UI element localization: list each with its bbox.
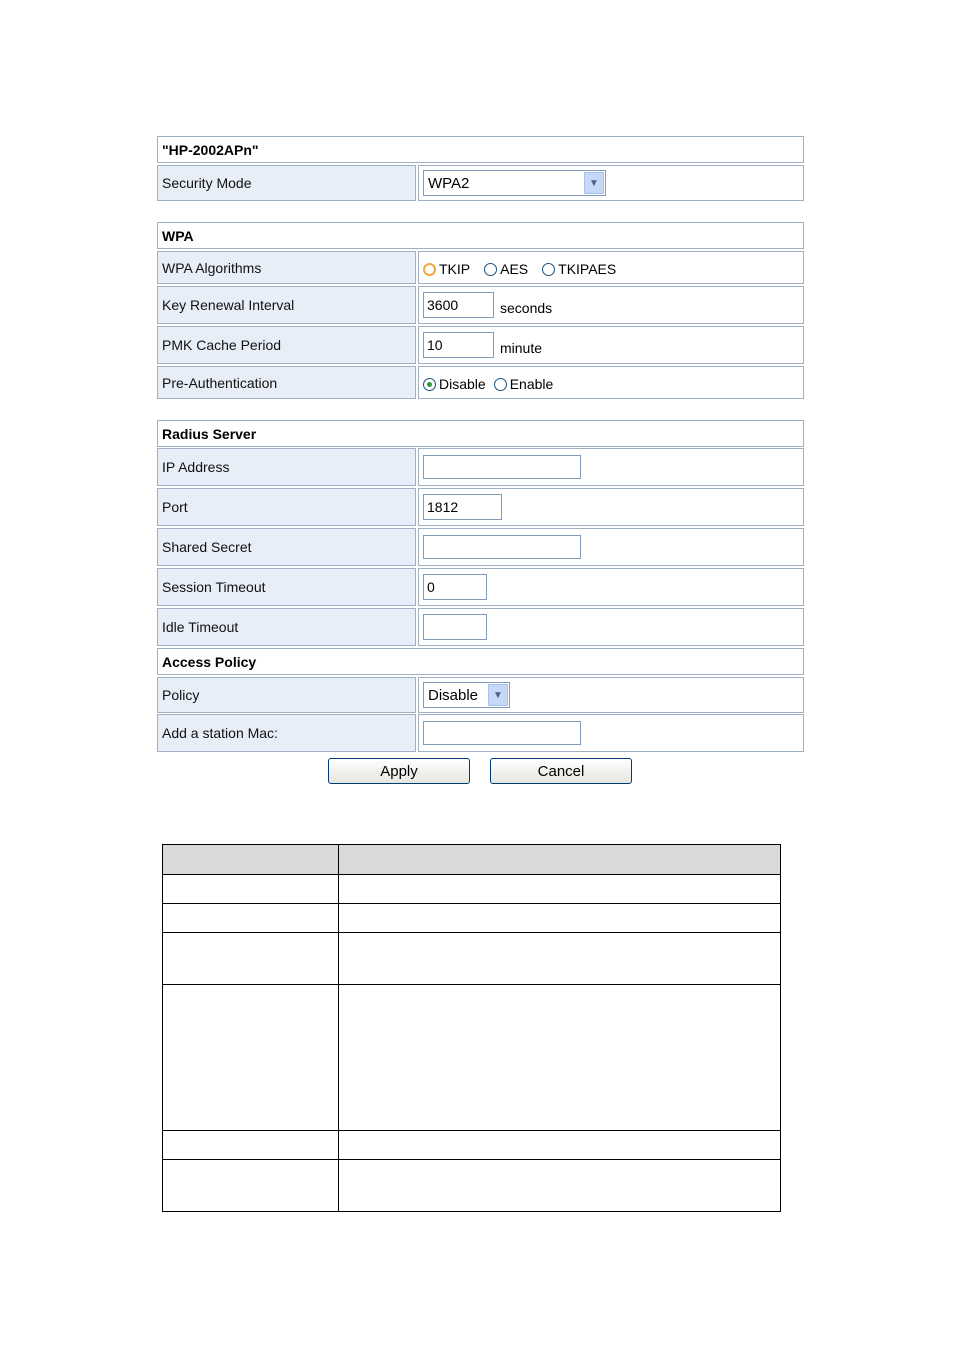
pmk-cache-row <box>157 326 804 364</box>
table-cell <box>163 933 339 985</box>
session-timeout-row <box>157 568 804 606</box>
security-mode-row <box>157 165 804 201</box>
key-renewal-label: Key Renewal Interval <box>157 286 416 324</box>
shared-secret-label: Shared Secret <box>157 528 416 566</box>
radio-tkipaes[interactable] <box>542 261 616 277</box>
radio-disable[interactable] <box>423 376 486 392</box>
radio-tkipaes-label: TKIPAES <box>558 261 617 277</box>
pmk-cache-cell <box>418 326 804 364</box>
station-mac-cell <box>418 714 804 752</box>
port-cell <box>418 488 804 526</box>
radio-icon[interactable] <box>423 378 436 391</box>
idle-timeout-label: Idle Timeout <box>157 608 416 646</box>
ip-address-cell <box>418 448 804 486</box>
ip-address-input[interactable] <box>423 455 581 479</box>
wpa-algorithms-label: WPA Algorithms <box>157 251 416 284</box>
session-timeout-label: Session Timeout <box>157 568 416 606</box>
shared-secret-row <box>157 528 804 566</box>
radio-aes[interactable] <box>484 261 528 277</box>
cancel-button[interactable]: Cancel <box>490 758 632 784</box>
station-mac-row <box>157 714 804 752</box>
table-cell <box>163 1131 339 1160</box>
security-mode-value: WPA2 <box>428 174 470 192</box>
table-cell <box>163 875 339 904</box>
table-cell <box>339 985 781 1131</box>
access-policy-title: Access Policy <box>157 648 804 675</box>
shared-secret-cell <box>418 528 804 566</box>
radio-icon[interactable] <box>484 263 497 276</box>
radio-icon[interactable] <box>494 378 507 391</box>
table-cell <box>339 904 781 933</box>
radio-aes-label: AES <box>500 261 529 277</box>
ip-address-label: IP Address <box>157 448 416 486</box>
table-header-cell <box>163 845 339 875</box>
pre-auth-cell <box>418 366 804 399</box>
port-label: Port <box>157 488 416 526</box>
wpa-section-title: WPA <box>157 222 804 249</box>
table-header-cell <box>339 845 781 875</box>
wpa-algorithms-cell <box>418 251 804 284</box>
apply-button[interactable]: Apply <box>328 758 470 784</box>
table-row <box>163 985 781 1131</box>
pmk-cache-label: PMK Cache Period <box>157 326 416 364</box>
key-renewal-unit: seconds <box>500 300 553 316</box>
shared-secret-input[interactable] <box>423 535 581 559</box>
radio-tkip-label: TKIP <box>439 261 471 277</box>
radio-icon[interactable] <box>542 263 555 276</box>
radius-section-title: Radius Server <box>157 420 804 447</box>
radio-selected-dot <box>427 382 432 387</box>
policy-cell <box>418 677 804 713</box>
idle-timeout-input[interactable] <box>423 614 487 640</box>
radio-enable[interactable] <box>494 376 554 392</box>
pre-auth-label: Pre-Authentication <box>157 366 416 399</box>
table-cell <box>163 985 339 1131</box>
policy-label: Policy <box>157 677 416 713</box>
key-renewal-cell <box>418 286 804 324</box>
port-input[interactable]: 1812 <box>423 494 502 520</box>
table-row <box>163 1131 781 1160</box>
session-timeout-input[interactable]: 0 <box>423 574 487 600</box>
station-mac-input[interactable] <box>423 721 581 745</box>
table-cell <box>339 1131 781 1160</box>
table-row <box>163 875 781 904</box>
security-mode-select[interactable] <box>423 170 606 196</box>
radio-icon[interactable] <box>423 263 436 276</box>
table-cell <box>339 933 781 985</box>
security-mode-label: Security Mode <box>157 165 416 201</box>
description-table <box>162 844 781 1212</box>
table-cell <box>163 1160 339 1212</box>
wpa-algorithms-row <box>157 251 804 284</box>
device-title: "HP-2002APn" <box>157 136 804 163</box>
policy-row <box>157 677 804 713</box>
radio-disable-label: Disable <box>439 376 486 392</box>
pre-auth-row <box>157 366 804 399</box>
table-header-row <box>163 845 781 875</box>
table-row <box>163 1160 781 1212</box>
pmk-cache-unit: minute <box>500 340 543 356</box>
table-cell <box>163 904 339 933</box>
station-mac-label: Add a station Mac: <box>157 714 416 752</box>
policy-select[interactable] <box>423 682 510 708</box>
port-row <box>157 488 804 526</box>
chevron-down-icon[interactable]: ▼ <box>488 684 508 706</box>
table-row <box>163 933 781 985</box>
policy-value: Disable <box>428 686 479 704</box>
key-renewal-input[interactable]: 3600 <box>423 292 494 318</box>
table-cell <box>339 1160 781 1212</box>
table-cell <box>339 875 781 904</box>
radio-tkip[interactable] <box>423 261 470 277</box>
ip-address-row <box>157 448 804 486</box>
radio-enable-label: Enable <box>509 376 554 392</box>
session-timeout-cell <box>418 568 804 606</box>
table-row <box>163 904 781 933</box>
key-renewal-row <box>157 286 804 324</box>
idle-timeout-cell <box>418 608 804 646</box>
pmk-cache-input[interactable]: 10 <box>423 332 494 358</box>
security-mode-cell <box>418 165 804 201</box>
chevron-down-icon[interactable]: ▼ <box>584 172 604 194</box>
idle-timeout-row <box>157 608 804 646</box>
